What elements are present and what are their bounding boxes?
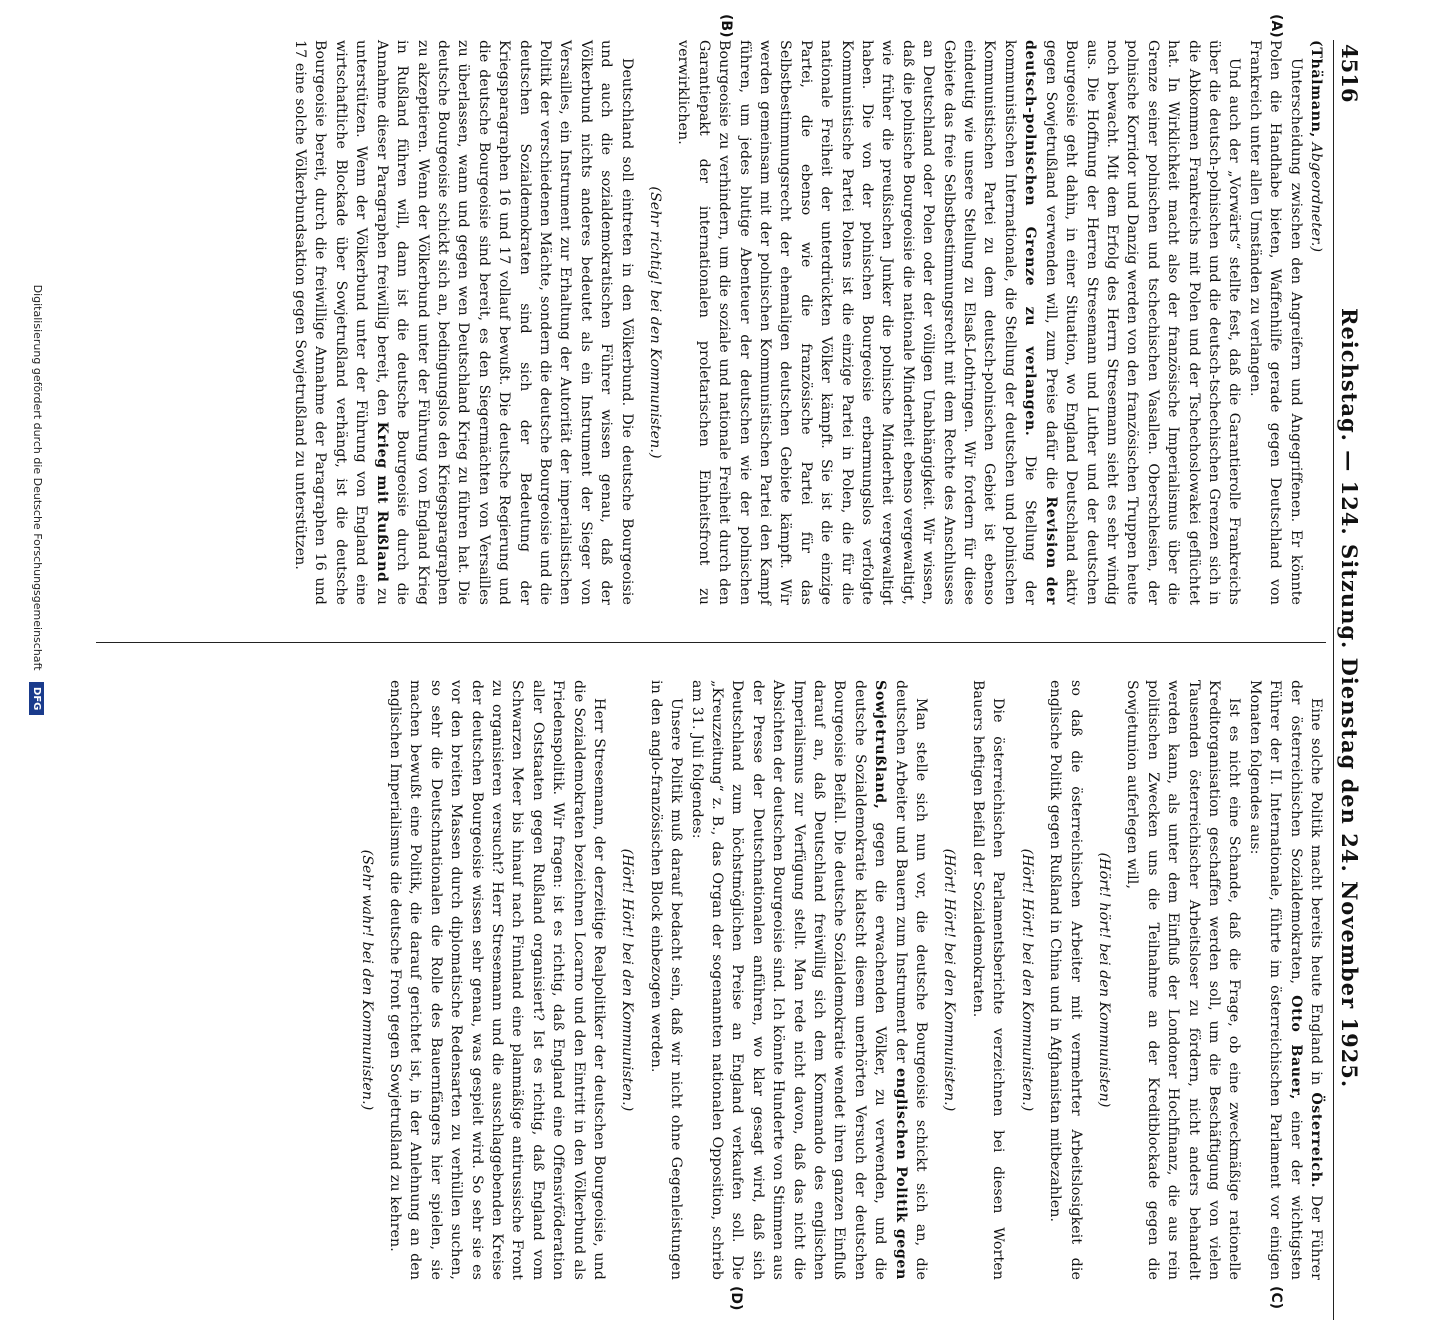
interjection: (Hört! Hört! bei den Kommunisten.) — [941, 848, 958, 1112]
margin-marker-a: (A) — [1268, 14, 1284, 38]
credit-text: Digitalisierung gefördert durch die Deutsche Forschungsgemeinschaft — [31, 284, 44, 671]
margin-marker-b: (B) — [718, 14, 734, 38]
page-title: Reichstag. — 124. Sitzung. Dienstag den 24. November 1925. — [1337, 308, 1362, 1089]
paragraph: Deutschland soll eintreten in den Völkerbund. Die deutsche Bourgeoisie und auch die sozialdemokratischen Führer wissen genau, daß der Völkerbund nichts anderes bedeutet als ein Instrument der Sieger von Versailles, ein Instrument zur Erhaltung der Autorität der imperialistischen Politik der verschiedenen Mächte, sondern die deutsche Bourgeoisie und die deutschen Sozialdemokraten sind sich der Bedeutung der Kriegsparagraphen 16 und 17 vollauf bewußt. Die deutsche Regierung und die deutsche Bourgeoisie sind bereit, es den Siegermächten von Versailles zu überlassen, wann und gegen wen Deutschland Krieg zu führen hat. Die deutsche Bourgeoisie schickt sich an, bedingungslos den Kriegsparagraphen zu akzeptieren. Wenn der Völkerbund unter der Führung von England Krieg in Rußland führen will, dann ist die deutsche Bourgeoisie durch die Annahme dieser Paragraphen freiwillig bereit, den Krieg mit Rußland zu unterstützen. Wenn der Völkerbund unter der Führung von England eine wirtschaftliche Blockade über Sowjetrußland verhängt, ist die deutsche Bourgeoisie bereit, durch die freiwillige Annahme der Paragraphen 16 und 17 eine solche Völkerbundsaktion gegen Sowjetrußland zu unterstützen. — [292, 40, 635, 605]
speaker-role: Abgeordneter.) — [1308, 142, 1324, 253]
right-column — [348, 680, 1326, 1280]
paragraph: Die österreichischen Parlamentsberichte verzeichnen bei diesen Worten Bauers heftigen Beifall der Sozialdemokraten. — [969, 680, 1007, 1280]
emphasis-text: englischen Politik gegen Sowjetrußland, — [872, 680, 909, 1280]
paragraph: Man stelle sich nun vor, die deutsche Bourgeoisie schickt sich an, die deutschen Arbeiter und Bauern zum Instrument der englischen Politik gegen Sowjetrußland, gegen die erwachenden Völker, zu verwenden, und die deutsche Sozialdemokratie klatscht diesem unerhörten Versuch der deutschen Bourgeoisie Beifall. Die deutsche Sozialdemokratie wendet ihren ganzen Einfluß darauf an, daß Deutschland freiwillig sich dem Kommando des englischen Imperialismus zur Verfügung stellt. Man rede nicht davon, daß das nicht die Absichten der deutschen Bourgeoisie sind. Ich könnte Hunderte von Stimmen aus der Presse der Deutschnationalen anführen, wo klar gesagt wird, daß sich Deutschland zum höchstmöglichen Preise an England verkaufen soll. Die „Kreuzzeitung“ z. B., das Organ der sogenannten nationalen Opposition, schrieb am 31. Juli folgendes: — [688, 680, 930, 1280]
page-number: 4516 — [1337, 44, 1362, 103]
left-column — [290, 40, 1326, 605]
column-divider — [96, 642, 1326, 643]
emphasis-text: Österreich. — [1308, 1092, 1324, 1189]
interjection: (Hört! Hört! bei den Kommunisten.) — [1018, 848, 1035, 1112]
quotation: so daß die österreichischen Arbeiter mit vermehrter Arbeitslosigkeit die englische Politik gegen Rußland in China und in Afghanistan mitbezahlen. — [1047, 680, 1084, 1280]
dfg-logo: DFG — [29, 682, 44, 715]
digitization-credit — [29, 0, 44, 1000]
emphasis-text: Revision der deutsch-polnischen Grenze zu verlangen. — [1022, 40, 1059, 605]
emphasis-text: Otto Bauer, — [1287, 995, 1304, 1100]
paragraph: Unterscheidung zwischen den Angreifern und Angegriffenen. Er könnte Polen die Handhabe bieten, Waffenhilfe gerade gegen Deutschland von Frankreich unter allen Umständen zu verlangen. — [1246, 40, 1304, 605]
paragraph: Und auch der „Vorwärts“ stellte fest, daß die Garantierolle Frankreichs über die deutsch-polnischen und die deutsch-tschechischen Grenzen sich in die Abkommen Frankreichs mit Polen und der Tschechoslowakei geflüchtet hat. In Wirklichkeit macht also der französische Imperialismus über die Grenze seiner polnischen und tschechischen Vasallen. Oberschlesien, der polnische Korridor und Danzig werden von den französischen Truppen heute noch bewacht. Mit dem Erfolg des Herrn Stresemann sieht es sehr windig aus. Die Hoffnung der Herren Stresemann und Luther und der deutschen Bourgeoisie geht dahin, in einer Situation, wo England Deutschland aktiv gegen Sowjetrußland verwenden will, zum Preise dafür die Revision der deutsch-polnischen Grenze zu verlangen. Die Stellung der kommunistischen Internationale, die Stellung der deutschen und polnischen Kommunistischen Partei zu dem deutsch-polnischen Gebiet ist ebenso eindeutig wie unsere Stellung zu Elsaß-Lothringen. Wir fordern für diese Gebiete das freie Selbstbestimmungsrecht mit dem Rechte des Anschlusses an Deutschland oder Polen oder der völligen Unabhängigkeit. Wir wissen, daß die polnische Bourgeoisie die nationale Minderheit ebenso vergewaltigt, wie früher die preußischen Junker die polnische Minderheit vergewaltigt haben. Die von der polnischen Bourgeoisie erbarmungslos verfolgte Kommunistische Partei Polens ist die einzige Partei in Polen, die für die nationale Freiheit der unterdrückten Völker kämpft. Sie ist die einzige Partei, die ebenso wie die französische Partei für das Selbstbestimmungsrecht der ehemaligen deutschen Gebiete kämpft. Wir werden gemeinsam mit der polnischen Kommunistischen Partei den Kampf führen, um jedes blutige Abenteuer der deutschen wie der polnischen Bourgeoisie zu verhindern, um die soziale und nationale Freiheit durch den Garantiepakt der internationalen proletarischen Einheitsfront zu verwirklichen. — [675, 40, 1243, 606]
interjection: (Sehr richtig! bei den Kommunisten.) — [647, 186, 663, 459]
margin-marker-c: (C) — [1268, 1286, 1284, 1310]
margin-marker-d: (D) — [728, 1286, 744, 1311]
paragraph: Eine solche Politik macht bereits heute England in Österreich. Der Führer der österreichischen Sozialdemokraten, Otto Bauer, einer der wichtigsten Führer der II. Internationale, führte im österreichischen Parlament vor einigen Monaten folgendes aus: — [1246, 680, 1324, 1280]
interjection: (Sehr wahr! bei den Kommunisten.) — [358, 849, 375, 1111]
emphasis-text: Krieg mit Rußland — [373, 421, 390, 583]
interjection: (Hört! Hört! bei den Kommunisten.) — [619, 848, 636, 1112]
speaker-name: (Thälmann, — [1308, 40, 1324, 138]
speaker-line — [1306, 40, 1326, 605]
quotation: Ist es nicht eine Schande, daß die Frage, ob eine zweckmäßige rationelle Kreditorganisation geschaffen werden soll, um die Beschäftigung von vielen Tausenden österreichischer Arbeitsloser zu fördern, nicht anders behandelt werden kann, als unter dem Einfluß der Londoner Hochfinanz, die aus rein politischen Zwecken uns die Teilnahme an der Kreditblockade gegen die Sowjetunion auferlegen will, — [1124, 680, 1243, 1280]
paragraph: Herr Stresemann, der derzeitige Realpolitiker der deutschen Bourgeoisie, und die Sozialdemokraten bezeichnen Locarno und den Eintritt in den Völkerbund als Friedenspolitik. Wir fragen: ist es richtig, daß England eine Offensivföderation aller Oststaaten gegen Rußland organisiert? Ist es richtig, daß England vom Schwarzen Meer bis hinauf nach Finnland eine planmäßige antirussische Front zu organisieren versucht? Herr Stresemann und die ausschlaggebenden Kreise der deutschen Bourgeoisie wissen sehr genau, was gespielt wird. So sehr sie es vor den breiten Massen durch diplomatische Redensarten zu verhüllen suchen, so sehr die Deutschnationalen die Rolle des Bauernfängers hier spielen, sie machen bewußt eine Politik, die darauf gerichtet ist, in der Anlehnung an den englischen Imperialismus die deutsche Front gegen Sowjetrußland zu kehren. — [386, 680, 607, 1280]
interjection: (Hört! hört! bei den Kommunisten) — [1095, 852, 1112, 1108]
quotation: Unsere Politik muß darauf bedacht sein, daß wir nicht ohne Gegenleistungen in den anglo-französischen Block einbezogen werden. — [647, 680, 685, 1280]
page-header — [1333, 40, 1368, 1320]
